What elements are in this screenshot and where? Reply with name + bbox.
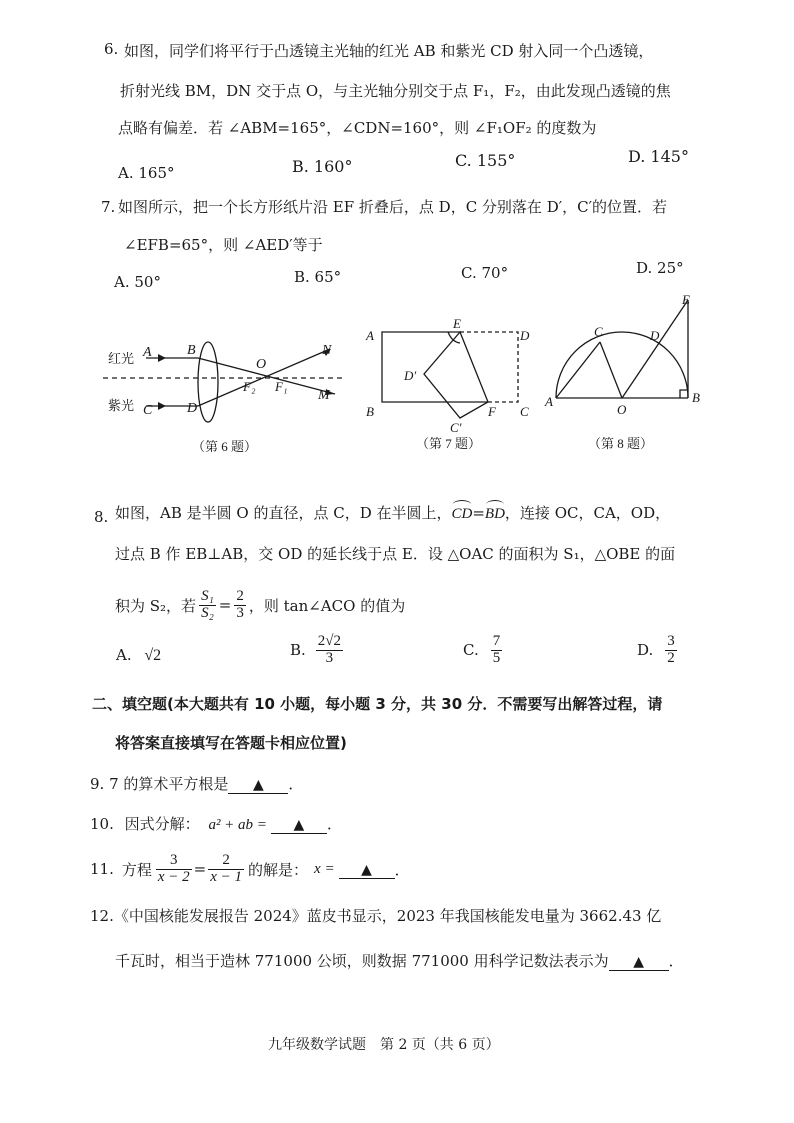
point-b-fig6: B <box>187 343 196 358</box>
figure-6-labels <box>108 343 332 418</box>
q11-equals: = <box>193 860 207 878</box>
q11-fraction-1 <box>156 853 192 886</box>
q6-option-a: A. 165° <box>118 164 175 182</box>
point-b-fig7: B <box>366 404 374 419</box>
point-f-fig7: F <box>488 404 496 419</box>
blank-triangle-marker: ▲ <box>361 861 372 878</box>
point-m-fig6: M <box>318 388 330 403</box>
arc-cd: CD <box>451 506 473 522</box>
q12-answer-blank[interactable] <box>609 952 669 971</box>
point-f2-fig6: F₂ <box>243 379 256 394</box>
q8-line3-part-a: 积为 S₂，若 <box>115 596 197 615</box>
q7-option-c: C. 70° <box>461 264 509 282</box>
q6-option-c: C. 155° <box>455 151 516 170</box>
q6-text-line3: 点略有偏差．若 ∠ABM=165°，∠CDN=160°，则 ∠F₁OF₂ 的度数为 <box>118 119 597 137</box>
right-angle-mark <box>680 390 688 398</box>
q8-option-c-label: C. <box>463 641 479 660</box>
q11-fraction-1-numerator: 3 <box>156 853 192 870</box>
q8-option-d-denominator: 2 <box>667 649 675 666</box>
q6-option-d: D. 145° <box>628 147 689 166</box>
point-a-fig7: A <box>366 328 374 343</box>
blank-triangle-marker: ▲ <box>633 954 644 970</box>
arrow-ab <box>158 354 166 362</box>
point-o-fig6: O <box>256 357 267 372</box>
q8-line1-part-b: ，连接 OC，CA，OD， <box>504 504 671 522</box>
segment-oc <box>600 342 622 398</box>
q12-line2 <box>115 950 684 971</box>
q8-option-c-denominator: 5 <box>492 649 501 666</box>
value-numerator: 2 <box>236 587 244 604</box>
point-e-fig8: E <box>682 292 690 307</box>
section2-heading-line1: 二、填空题(本大题共有 10 小题，每小题 3 分，共 30 分．不需要写出解答过程，请 <box>92 695 663 713</box>
label-purple-light: 紫光 <box>108 398 135 413</box>
q7-text-line2: ∠EFB=65°，则 ∠AED′等于 <box>124 236 323 254</box>
q11-number: 11. <box>90 860 114 878</box>
q10-end: ． <box>326 815 342 833</box>
q8-line3-part-b: ，则 tan∠ACO 的值为 <box>248 596 406 615</box>
figure-7-fold-diagram <box>382 332 518 418</box>
q8-option-a-label: A. <box>116 646 132 664</box>
q11-fraction-2-denominator: x − 1 <box>210 868 243 885</box>
point-c-fig8: C <box>594 324 603 339</box>
point-a-fig6: A <box>143 345 152 360</box>
q10-answer-blank[interactable] <box>271 815 327 834</box>
q8-text-line1 <box>115 502 670 523</box>
q7-option-a: A. 50° <box>114 273 161 291</box>
q12-end: ． <box>668 952 684 970</box>
q8-option-b-numerator: 2√2 <box>317 633 342 649</box>
q9-end: ． <box>288 775 304 793</box>
blank-triangle-marker: ▲ <box>253 777 264 793</box>
arrow-cd <box>158 402 166 410</box>
q8-option-a-value: √2 <box>144 647 162 664</box>
q10-text: 因式分解： <box>124 815 200 833</box>
q10 <box>90 813 342 834</box>
q12-line1 <box>90 905 661 926</box>
figure-6-lens-diagram <box>103 342 343 422</box>
q8-option-b <box>290 634 343 667</box>
q8-option-c-numerator: 7 <box>492 633 501 649</box>
q6-option-b: B. 160° <box>292 157 353 176</box>
q8-value-fraction <box>234 589 246 622</box>
q9-text: 7 的算术平方根是 <box>109 775 229 793</box>
q8-option-d-numerator: 3 <box>667 633 675 649</box>
point-dprime-fig7: D′ <box>404 368 417 383</box>
point-a-fig8: A <box>545 394 553 409</box>
point-n-fig6: N <box>322 343 332 358</box>
figure-8-semicircle-diagram <box>556 300 688 398</box>
q7-text-line1: 如图所示，把一个长方形纸片沿 EF 折叠后，点 D，C 分别落在 D′，C′的位置．若 <box>118 198 668 216</box>
convex-lens <box>198 342 218 422</box>
q7-option-b: B. 65° <box>294 268 342 286</box>
q8-ratio-fraction <box>199 589 216 622</box>
q7-number: 7. <box>101 198 116 216</box>
point-c-fig7: C <box>520 404 529 419</box>
section2-heading-line2: 将答案直接填写在答题卡相应位置) <box>115 734 347 752</box>
point-d-fig8: D <box>650 328 660 343</box>
point-d-fig7: D <box>520 328 530 343</box>
q9-number: 9. <box>90 775 105 793</box>
q6-number: 6. <box>104 40 119 58</box>
q11-fraction-1-denominator: x − 2 <box>157 868 190 885</box>
q8-option-d-label: D. <box>637 641 654 660</box>
q8-arc-equals: = <box>472 504 485 522</box>
q11-text-a: 方程 <box>121 860 152 879</box>
figure-7-labels <box>365 316 530 435</box>
figures-panel <box>98 292 708 462</box>
q8-option-a <box>116 646 161 665</box>
q8-text-line2: 过点 B 作 EB⊥AB，交 OD 的延长线于点 E．设 △OAC 的面积为 S₁，△OBE 的面 <box>115 545 676 563</box>
q11-answer-blank[interactable] <box>339 860 395 879</box>
point-d-fig6: D <box>187 401 198 416</box>
q10-number: 10. <box>90 815 114 833</box>
q12-number: 12. <box>90 907 114 925</box>
figure-7-caption: （第 7 题） <box>416 436 482 451</box>
q12-text-line1: 《中国核能发展报告 2024》蓝皮书显示，2023 年我国核能发电量为 3662.43 亿 <box>113 907 662 925</box>
q9-answer-blank[interactable] <box>228 775 288 794</box>
ratio-denominator: S₂ <box>201 604 214 621</box>
blank-triangle-marker: ▲ <box>293 817 305 833</box>
label-red-light: 红光 <box>108 351 135 366</box>
point-b-fig8: B <box>692 390 700 405</box>
q8-option-d-fraction <box>665 634 677 667</box>
segment-oe <box>622 300 688 398</box>
point-c-fig6: C <box>143 403 153 418</box>
q6-text-line1: 如图，同学们将平行于凸透镜主光轴的红光 AB 和紫光 CD 射入同一个凸透镜， <box>124 42 654 60</box>
figure-6-caption: （第 6 题） <box>192 439 258 454</box>
q6-text-line2: 折射光线 BM，DN 交于点 O，与主光轴分别交于点 F₁，F₂，由此发现凸透镜的焦 <box>120 82 671 100</box>
ratio-numerator: S₁ <box>201 587 214 604</box>
q8-number: 8. <box>94 508 109 526</box>
value-denominator: 3 <box>236 604 244 621</box>
q11 <box>90 846 410 892</box>
page-footer: 九年级数学试题 第 2 页（共 6 页） <box>268 1037 500 1053</box>
q8-option-b-denominator: 3 <box>325 649 334 666</box>
q8-option-b-label: B. <box>290 641 306 660</box>
point-cprime-fig7: C′ <box>450 420 462 435</box>
q7-option-d: D. 25° <box>636 259 684 277</box>
q8-line1-part-a: 如图，AB 是半圆 O 的直径，点 C，D 在半圆上， <box>115 504 452 522</box>
q8-option-c-fraction <box>491 634 503 667</box>
point-o-fig8: O <box>617 402 627 417</box>
paper-left-part <box>382 332 488 402</box>
q8-ratio-equals: = <box>218 596 232 614</box>
q8-option-d <box>637 634 677 667</box>
q11-fraction-2-numerator: 2 <box>208 853 244 870</box>
q8-option-b-fraction <box>316 634 343 667</box>
q11-x-equals: x = <box>314 860 335 877</box>
point-f1-fig6: F₁ <box>275 379 288 394</box>
q12-text-line2: 千瓦时，相当于造林 771000 公顷，则数据 771000 用科学记数法表示为 <box>115 952 609 970</box>
q8-text-line3 <box>115 582 405 628</box>
q10-expression: a² + ab = <box>208 817 267 833</box>
point-e-fig7: E <box>453 316 461 331</box>
figure-8-caption: （第 8 题） <box>588 436 654 451</box>
q9 <box>90 773 303 794</box>
arc-bd: BD <box>484 506 505 522</box>
q8-option-c <box>463 634 502 667</box>
original-position <box>460 332 518 402</box>
q11-text-b: 的解是： <box>248 860 309 879</box>
q11-end: ． <box>394 860 410 879</box>
semicircle-arc <box>556 332 688 398</box>
q11-fraction-2 <box>208 853 244 886</box>
folded-part <box>424 332 488 418</box>
